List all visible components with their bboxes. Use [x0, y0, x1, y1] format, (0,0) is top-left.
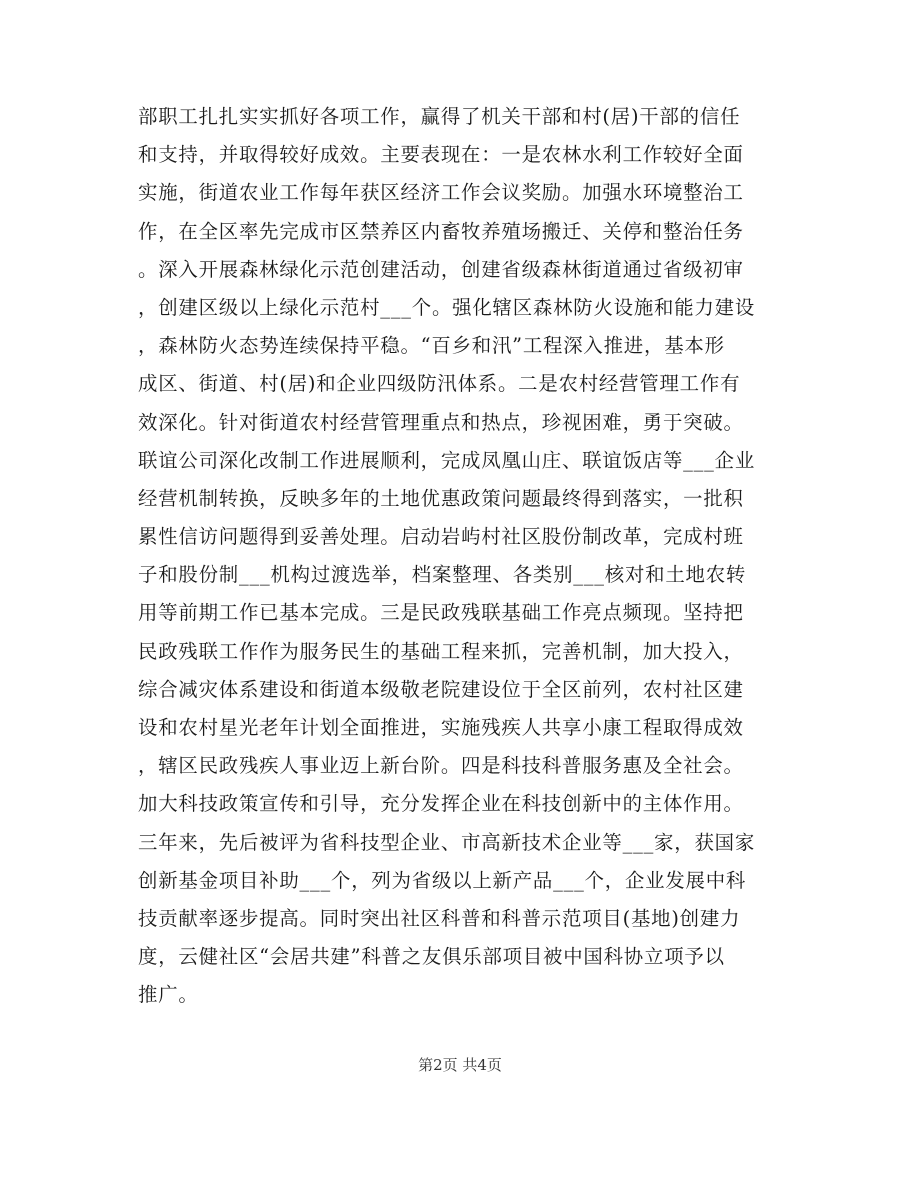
text-line: 三年来，先后被评为省科技型企业、市高新技术企业等___家，获国家: [138, 830, 756, 854]
body-paragraph: [138, 98, 788, 1015]
text-line: 创新基金项目补助___个，列为省级以上新产品___个，企业发展中科: [138, 868, 747, 892]
text-line: 效深化。针对街道农村经营管理重点和热点，珍视困难，勇于突破。: [138, 410, 744, 434]
text-line: 累性信访问题得到妥善处理。启动岩屿村社区股份制改革，完成村班: [138, 525, 744, 549]
page-number-footer: 第2页 共4页: [418, 1056, 502, 1074]
text-line: 经营机制转换，反映多年的土地优惠政策问题最终得到落实，一批积: [138, 486, 744, 510]
text-line: 技贡献率逐步提高。同时突出社区科普和科普示范项目(基地)创建力: [138, 906, 741, 930]
text-line: 成区、街道、村(居)和企业四级防汛体系。二是农村经营管理工作有: [138, 372, 741, 396]
text-line: 综合减灾体系建设和街道本级敬老院建设位于全区前列，农村社区建: [138, 677, 744, 701]
text-line: 设和农村星光老年计划全面推进，实施残疾人共享小康工程取得成效: [138, 716, 744, 739]
text-line: 度，云健社区“会居共建”科普之友俱乐部项目被中国科协立项予以: [138, 945, 725, 969]
text-line: 作，在全区率先完成市区禁养区内畜牧养殖场搬迁、关停和整治任务: [138, 219, 744, 243]
text-line: 和支持，并取得较好成效。主要表现在：一是农林水利工作较好全面: [138, 143, 744, 167]
text-line: 部职工扎扎实实抓好各项工作，赢得了机关干部和村(居)干部的信任: [138, 105, 741, 128]
text-line: ，森林防火态势连续保持平稳。“百乡和汛”工程深入推进，基本形: [138, 334, 725, 358]
text-line: 推广。: [138, 983, 199, 1007]
text-line: ，辖区民政残疾人事业迈上新台阶。四是科技科普服务惠及全社会。: [138, 754, 744, 778]
text-line: 实施，街道农业工作每年获区经济工作会议奖励。加强水环境整治工: [138, 181, 744, 205]
text-line: 联谊公司深化改制工作进展顺利，完成凤凰山庄、联谊饭店等___企业: [138, 448, 756, 472]
text-line: 子和股份制___机构过渡选举，档案整理、各类别___核对和土地农转: [138, 563, 747, 587]
text-line: 用等前期工作已基本完成。三是民政残联基础工作亮点频现。坚持把: [138, 601, 744, 625]
text-line: 加大科技政策宣传和引导，充分发挥企业在科技创新中的主体作用。: [138, 792, 744, 816]
text-line: ，创建区级以上绿化示范村___个。强化辖区森林防火设施和能力建设: [138, 295, 756, 319]
text-line: 。深入开展森林绿化示范创建活动，创建省级森林街道通过省级初审: [138, 257, 744, 281]
text-line: 民政残联工作作为服务民生的基础工程来抓，完善机制，加大投入，: [138, 639, 744, 663]
